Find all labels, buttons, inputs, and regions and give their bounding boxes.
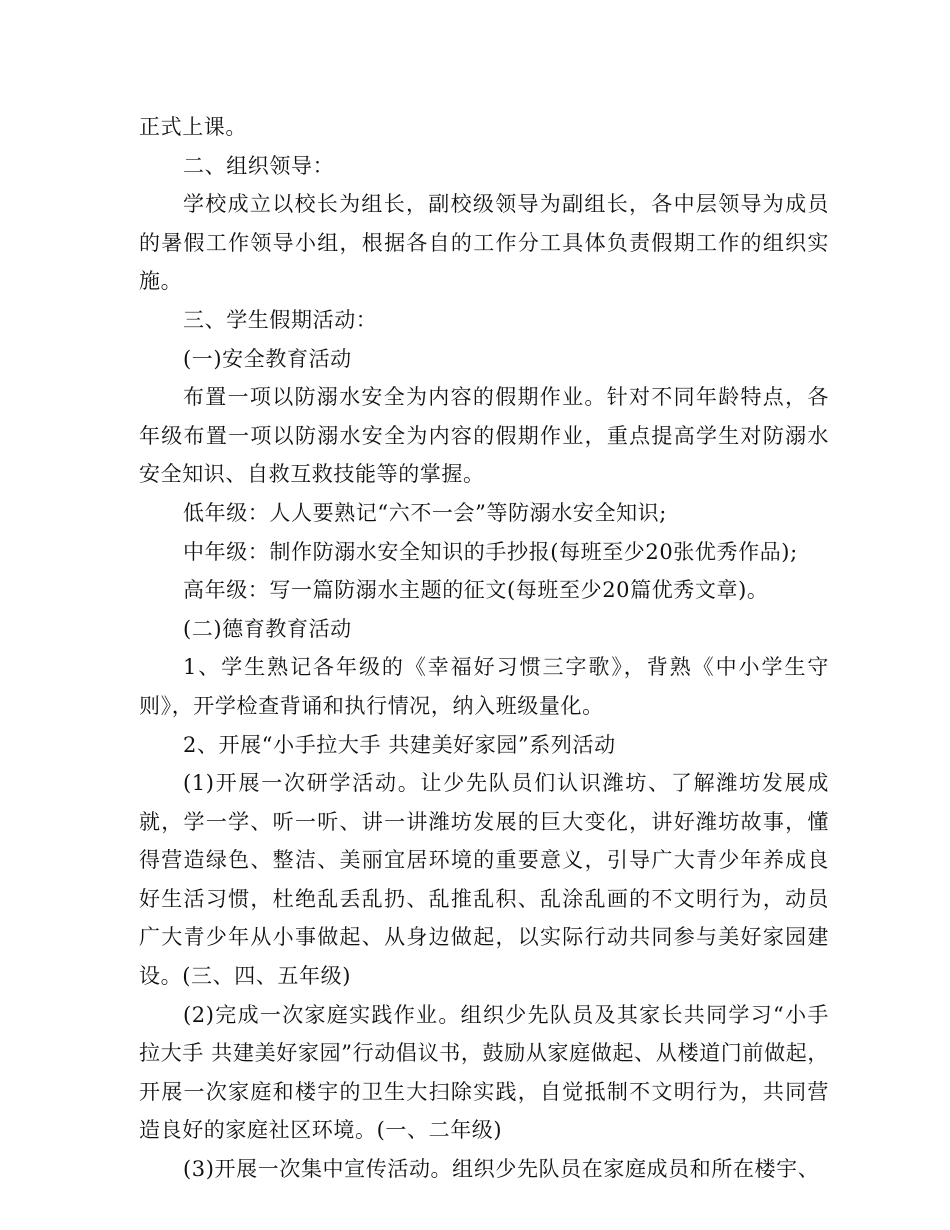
paragraph-moral-item-2: 2、开展“小手拉大手 共建美好家园”系列活动 bbox=[183, 732, 616, 757]
subsection-heading-moral: (二)德育教育活动 bbox=[183, 616, 352, 641]
paragraph-leadership-group: 学校成立以校长为组长，副校级领导为副组长，各中层领导为成员的暑假工作领导小组，根据各自的工作分工具体负责假期工作的组织实施。 bbox=[139, 192, 829, 294]
paragraph-publicity-activity: (3)开展一次集中宣传活动。组织少先队员在家庭成员和所在楼宇、 bbox=[183, 1157, 820, 1182]
paragraph-study-activity: (1)开展一次研学活动。让少先队员们认识潍坊、了解潍坊发展成就，学一学、听一听、讲一讲潍坊发展的巨大变化，讲好潍坊故事，懂得营造绿色、整洁、美丽宜居环境的重要意义，引导广大青少年养成良好生活习惯，杜绝乱丢乱扔、乱推乱积、乱涂乱画的不文明行为，动员广大青少年从小事做起、从身边做起，以实际行动共同参与美好家园建设。(三、四、五年级) bbox=[139, 771, 829, 989]
subsection-heading-safety: (一)安全教育活动 bbox=[183, 346, 352, 371]
section-heading-organization: 二、组织领导： bbox=[183, 153, 335, 178]
paragraph-family-practice: (2)完成一次家庭实践作业。组织少先队员及其家长共同学习“小手拉大手 共建美好家园”行动倡议书，鼓励从家庭做起、从楼道门前做起，开展一次家庭和楼宇的卫生大扫除实践，自觉抵制不文明行为，共同营造良好的家庭社区环境。(一、二年级) bbox=[139, 1002, 829, 1143]
list-item-middle-grade: 中年级：制作防溺水安全知识的手抄报(每班至少20张优秀作品); bbox=[183, 539, 798, 564]
paragraph-continuation: 正式上课。 bbox=[139, 115, 247, 139]
paragraph-safety-homework: 布置一项以防溺水安全为内容的假期作业。针对不同年龄特点，各年级布置一项以防溺水安全为内容的假期作业，重点提高学生对防溺水安全知识、自救互救技能等的掌握。 bbox=[139, 385, 829, 487]
list-item-lower-grade: 低年级：人人要熟记“六不一会”等防溺水安全知识; bbox=[183, 500, 667, 525]
document-body bbox=[139, 108, 829, 1189]
list-item-upper-grade: 高年级：写一篇防溺水主题的征文(每班至少20篇优秀文章)。 bbox=[183, 578, 769, 603]
paragraph-moral-item-1: 1、学生熟记各年级的《幸福好习惯三字歌》，背熟《中小学生守则》，开学检查背诵和执行情况，纳入班级量化。 bbox=[139, 655, 829, 718]
section-heading-student-activities: 三、学生假期活动： bbox=[183, 307, 378, 332]
